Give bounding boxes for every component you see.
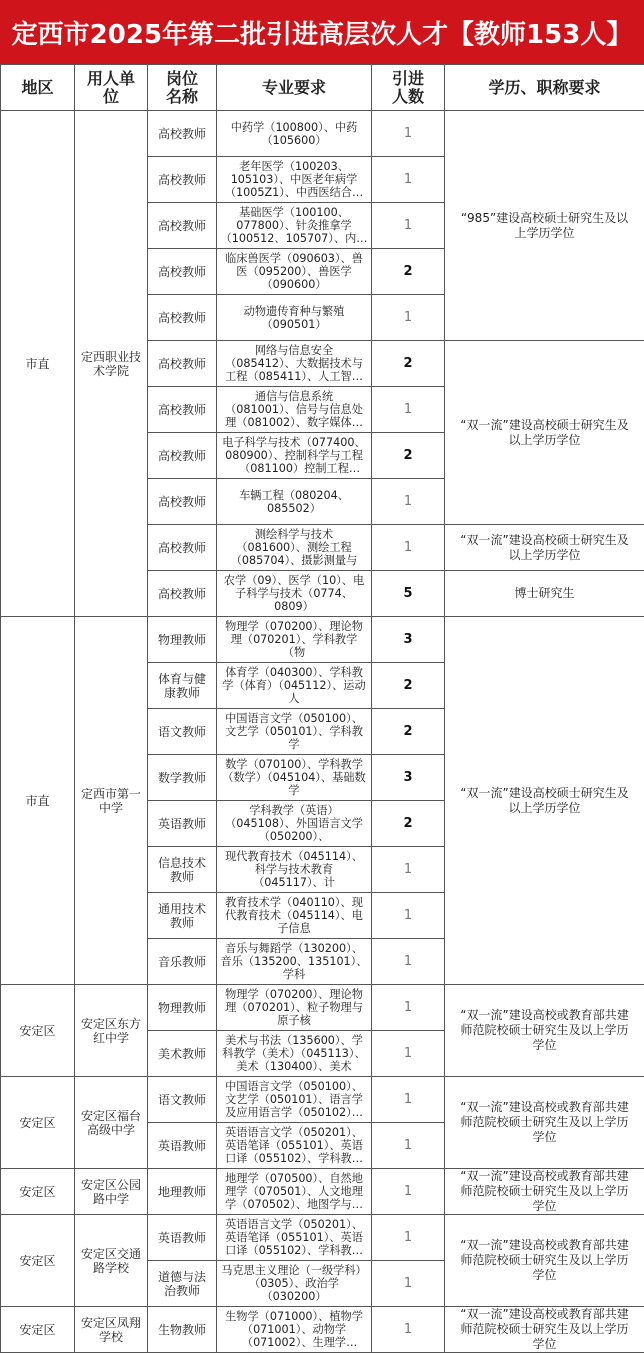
post-cell: 美术教师 [148, 1031, 217, 1077]
major-cell: 数学（070100）、学科教学（数学）（045104）、基础数学 [217, 755, 372, 801]
unit-cell: 定西职业技术学院 [75, 111, 148, 617]
count-cell: 2 [372, 801, 445, 847]
major-cell: 基础医学（100100、077800）、针灸推拿学（100512、105707）、内科 [217, 203, 372, 249]
count-cell: 1 [372, 939, 445, 985]
major-cell: 英语语言文学（050201）、英语笔译（055101）、英语口译（055102）、学科教学 [217, 1123, 372, 1169]
education-cell: “双一流”建设高校硕士研究生及以上学历学位 [445, 525, 644, 571]
major-cell: 测绘科学与技术（081600）、测绘工程（085704）、摄影测量与 [217, 525, 372, 571]
table-row [1, 111, 644, 157]
education-cell: “双一流”建设高校或教育部共建师范院校硕士研究生及以上学历学位 [445, 1215, 644, 1307]
post-cell: 数学教师 [148, 755, 217, 801]
post-cell: 高校教师 [148, 157, 217, 203]
post-cell: 物理教师 [148, 617, 217, 663]
header-row [1, 65, 644, 111]
count-cell: 1 [372, 985, 445, 1031]
table-row [1, 985, 644, 1031]
count-cell: 1 [372, 1031, 445, 1077]
major-cell: 中国语言文学（050100）、文艺学（050101）、学科教学 [217, 709, 372, 755]
count-cell: 1 [372, 1169, 445, 1215]
post-cell: 高校教师 [148, 571, 217, 617]
post-cell: 高校教师 [148, 433, 217, 479]
post-cell: 高校教师 [148, 295, 217, 341]
unit-cell: 安定区福台高级中学 [75, 1077, 148, 1169]
count-cell: 1 [372, 847, 445, 893]
major-cell: 动物遗传育种与繁殖（090501） [217, 295, 372, 341]
page-title: 定西市2025年第二批引进高层次人才【教师153人】 [0, 0, 644, 64]
major-cell: 学科教学（英语）（045108）、外国语言文学（050200）、 [217, 801, 372, 847]
post-cell: 语文教师 [148, 1077, 217, 1123]
count-cell: 1 [372, 525, 445, 571]
table-row [1, 1077, 644, 1123]
count-cell: 2 [372, 341, 445, 387]
count-cell: 1 [372, 1307, 445, 1353]
header-major: 专业要求 [217, 65, 372, 111]
major-cell: 电子科学与技术（077400、080900）、控制科学与工程（081100）控制工程 [217, 433, 372, 479]
post-cell: 高校教师 [148, 387, 217, 433]
count-cell: 2 [372, 433, 445, 479]
post-cell: 高校教师 [148, 203, 217, 249]
table-row [1, 1169, 644, 1215]
major-cell: 教育技术学（040110）、现代教育技术（045114）、电子信息 [217, 893, 372, 939]
education-cell: 博士研究生 [445, 571, 644, 617]
count-cell: 1 [372, 1215, 445, 1261]
major-cell: 马克思主义理论（一级学科）（0305）、政治学（030200） [217, 1261, 372, 1307]
unit-cell: 安定区东方红中学 [75, 985, 148, 1077]
unit-cell: 安定区公园路中学 [75, 1169, 148, 1215]
header-post: 岗位名称 [148, 65, 217, 111]
major-cell: 音乐与舞蹈学（130200）、音乐（135200、135101）、学科 [217, 939, 372, 985]
count-cell: 1 [372, 479, 445, 525]
count-cell: 2 [372, 663, 445, 709]
unit-cell: 定西市第一中学 [75, 617, 148, 985]
count-cell: 1 [372, 1077, 445, 1123]
post-cell: 信息技术教师 [148, 847, 217, 893]
major-cell: 物理学（070200）、理论物理（070201）、粒子物理与原子核 [217, 985, 372, 1031]
post-cell: 通用技术教师 [148, 893, 217, 939]
major-cell: 农学（09）、医学（10）、电子科学与技术（0774、0809） [217, 571, 372, 617]
count-cell: 3 [372, 617, 445, 663]
post-cell: 英语教师 [148, 1123, 217, 1169]
header-unit: 用人单位 [75, 65, 148, 111]
post-cell: 英语教师 [148, 1215, 217, 1261]
post-cell: 音乐教师 [148, 939, 217, 985]
post-cell: 生物教师 [148, 1307, 217, 1353]
major-cell: 老年医学（100203、105103）、中医老年病学（1005Z1）、中西医结合临 [217, 157, 372, 203]
header-count: 引进人数 [372, 65, 445, 111]
region-cell: 市直 [1, 617, 75, 985]
post-cell: 高校教师 [148, 479, 217, 525]
major-cell: 临床兽医学（090603）、兽医（095200）、兽医学（090600） [217, 249, 372, 295]
education-cell: “双一流”建设高校或教育部共建师范院校硕士研究生及以上学历学位 [445, 985, 644, 1077]
major-cell: 地理学（070500）、自然地理学（070501）、人文地理学（070502）、地图学与地 [217, 1169, 372, 1215]
major-cell: 生物学（071000）、植物学（071001）、动物学（071002）、生理学 [217, 1307, 372, 1353]
post-cell: 地理教师 [148, 1169, 217, 1215]
count-cell: 1 [372, 111, 445, 157]
unit-cell: 安定区交通路学校 [75, 1215, 148, 1307]
count-cell: 1 [372, 1123, 445, 1169]
count-cell: 3 [372, 755, 445, 801]
count-cell: 1 [372, 203, 445, 249]
major-cell: 英语语言文学（050201）、英语笔译（055101）、英语口译（055102）、学科教学 [217, 1215, 372, 1261]
count-cell: 1 [372, 1261, 445, 1307]
education-cell: “双一流”建设高校硕士研究生及以上学历学位 [445, 617, 644, 985]
talent-table [0, 64, 644, 1353]
header-education: 学历、职称要求 [445, 65, 644, 111]
post-cell: 道德与法治教师 [148, 1261, 217, 1307]
post-cell: 英语教师 [148, 801, 217, 847]
major-cell: 网络与信息安全（085412）、大数据技术与工程（085411）、人工智能 [217, 341, 372, 387]
post-cell: 物理教师 [148, 985, 217, 1031]
post-cell: 高校教师 [148, 249, 217, 295]
post-cell: 高校教师 [148, 525, 217, 571]
region-cell: 安定区 [1, 985, 75, 1077]
major-cell: 现代教育技术（045114）、科学与技术教育（045117）、计 [217, 847, 372, 893]
major-cell: 美术与书法（135600）、学科教学（美术）（045113）、美术（130400）、美术 [217, 1031, 372, 1077]
table-row [1, 1215, 644, 1261]
count-cell: 1 [372, 387, 445, 433]
region-cell: 安定区 [1, 1215, 75, 1307]
count-cell: 2 [372, 249, 445, 295]
region-cell: 安定区 [1, 1077, 75, 1169]
major-cell: 中国语言文学（050100）、文艺学（050101）、语言学及应用语言学（050102）、 [217, 1077, 372, 1123]
post-cell: 语文教师 [148, 709, 217, 755]
count-cell: 5 [372, 571, 445, 617]
major-cell: 中药学（100800）、中药（105600） [217, 111, 372, 157]
count-cell: 1 [372, 295, 445, 341]
major-cell: 体育学（040300）、学科教学（体育）（045112）、运动人 [217, 663, 372, 709]
education-cell: “双一流”建设高校硕士研究生及以上学历学位 [445, 341, 644, 525]
major-cell: 物理学（070200）、理论物理（070201）、学科教学（物 [217, 617, 372, 663]
region-cell: 安定区 [1, 1307, 75, 1353]
unit-cell: 安定区凤翔学校 [75, 1307, 148, 1353]
post-cell: 体育与健康教师 [148, 663, 217, 709]
region-cell: 市直 [1, 111, 75, 617]
region-cell: 安定区 [1, 1169, 75, 1215]
count-cell: 2 [372, 709, 445, 755]
education-cell: “双一流”建设高校或教育部共建师范院校硕士研究生及以上学历学位 [445, 1077, 644, 1169]
post-cell: 高校教师 [148, 341, 217, 387]
count-cell: 1 [372, 893, 445, 939]
major-cell: 通信与信息系统（081001）、信号与信息处理（081002）、数字媒体技 [217, 387, 372, 433]
post-cell: 高校教师 [148, 111, 217, 157]
count-cell: 1 [372, 157, 445, 203]
major-cell: 车辆工程（080204、085502） [217, 479, 372, 525]
table-row [1, 617, 644, 663]
table-row [1, 1307, 644, 1353]
education-cell: “985”建设高校硕士研究生及以上学历学位 [445, 111, 644, 341]
education-cell: “双一流”建设高校或教育部共建师范院校硕士研究生及以上学历学位 [445, 1169, 644, 1215]
header-region: 地区 [1, 65, 75, 111]
education-cell: “双一流”建设高校或教育部共建师范院校硕士研究生及以上学历学位 [445, 1307, 644, 1353]
